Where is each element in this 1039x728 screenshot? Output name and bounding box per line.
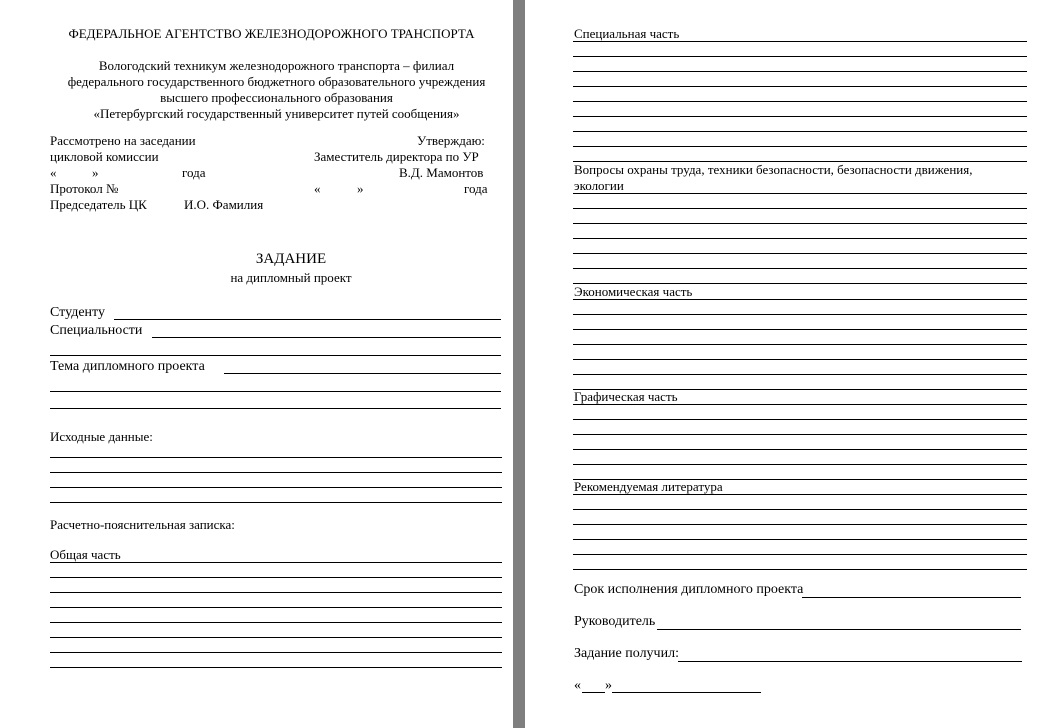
graphic-line-5[interactable] [573, 464, 1027, 465]
source-data-label: Исходные данные: [50, 429, 153, 444]
deadline-line[interactable] [802, 597, 1021, 598]
safety-line-2[interactable] [573, 208, 1027, 209]
approve-year: года [464, 181, 488, 196]
document-title: ЗАДАНИЕ [255, 251, 327, 267]
commission-quote-open: « [50, 165, 57, 180]
topic-label: Тема дипломного проекта [50, 359, 205, 374]
literature-line-4[interactable] [573, 539, 1027, 540]
safety-label-line-2: экологии [574, 178, 624, 193]
graphic-line-4[interactable] [573, 449, 1027, 450]
general-line-7[interactable] [50, 652, 502, 653]
right-page [525, 0, 1039, 728]
document-subtitle: на дипломный проект [230, 270, 352, 285]
economic-line-1[interactable] [573, 299, 1027, 300]
general-line-2[interactable] [50, 577, 502, 578]
economic-line-2[interactable] [573, 314, 1027, 315]
date-day-line[interactable] [582, 692, 605, 693]
topic-line-1[interactable] [224, 373, 501, 374]
institution-line-3: высшего профессионального образования [160, 90, 393, 105]
approve-quote-open: « [314, 181, 321, 196]
graphic-line-2[interactable] [573, 419, 1027, 420]
institution-line-4: «Петербургский государственный университет путей сообщения» [93, 106, 460, 121]
literature-line-1[interactable] [573, 494, 1027, 495]
general-line-8[interactable] [50, 667, 502, 668]
received-line[interactable] [678, 661, 1022, 662]
graphic-part-label: Графическая часть [574, 389, 678, 404]
general-line-3[interactable] [50, 592, 502, 593]
safety-line-4[interactable] [573, 238, 1027, 239]
special-line-6[interactable] [573, 116, 1027, 117]
source-line-4[interactable] [50, 502, 502, 503]
special-line-5[interactable] [573, 101, 1027, 102]
chairman-name: И.О. Фамилия [184, 197, 264, 212]
safety-line-3[interactable] [573, 223, 1027, 224]
special-line-4[interactable] [573, 86, 1027, 87]
received-label: Задание получил: [574, 646, 679, 661]
specialty-label: Специальности [50, 323, 143, 338]
economic-line-6[interactable] [573, 374, 1027, 375]
safety-line-6[interactable] [573, 268, 1027, 269]
source-line-1[interactable] [50, 457, 502, 458]
deputy-name: В.Д. Мамонтов [399, 165, 484, 180]
deputy-label: Заместитель директора по УР [314, 149, 479, 164]
left-page [0, 0, 513, 728]
specialty-line[interactable] [152, 337, 501, 338]
agency-heading: ФЕДЕРАЛЬНОЕ АГЕНТСТВО ЖЕЛЕЗНОДОРОЖНОГО ТРАНСПОРТА [68, 26, 475, 41]
topic-line-3[interactable] [50, 408, 501, 409]
literature-label: Рекомендуемая литература [574, 479, 723, 494]
approve-quote-close: » [357, 181, 364, 196]
commission-label: цикловой комиссии [50, 149, 159, 164]
student-label: Студенту [50, 305, 105, 320]
general-line-5[interactable] [50, 622, 502, 623]
source-line-3[interactable] [50, 487, 502, 488]
date-quote-open: « [574, 678, 581, 693]
safety-line-1[interactable] [573, 193, 1027, 194]
topic-line-2[interactable] [50, 391, 501, 392]
graphic-line-1[interactable] [573, 404, 1027, 405]
considered-label: Рассмотрено на заседании [50, 133, 196, 148]
date-quote-close: » [605, 678, 612, 693]
safety-label-line-1: Вопросы охраны труда, техники безопасности, безопасности движения, [574, 162, 973, 177]
supervisor-label: Руководитель [574, 614, 656, 629]
special-line-8[interactable] [573, 146, 1027, 147]
special-line-3[interactable] [573, 71, 1027, 72]
deadline-label: Срок исполнения дипломного проекта [574, 582, 804, 597]
safety-line-5[interactable] [573, 253, 1027, 254]
literature-line-5[interactable] [573, 554, 1027, 555]
special-line-7[interactable] [573, 131, 1027, 132]
note-label: Расчетно-пояснительная записка: [50, 517, 235, 532]
chairman-label: Председатель ЦК [50, 197, 147, 212]
economic-part-label: Экономическая часть [574, 284, 693, 299]
commission-quote-close: » [92, 165, 99, 180]
date-month-line[interactable] [612, 692, 761, 693]
general-line-4[interactable] [50, 607, 502, 608]
specialty-line-2[interactable] [50, 355, 501, 356]
supervisor-line[interactable] [657, 629, 1021, 630]
special-line-1[interactable] [573, 41, 1027, 42]
institution-line-1: Вологодский техникум железнодорожного транспорта – филиал [98, 58, 455, 73]
graphic-line-3[interactable] [573, 434, 1027, 435]
economic-line-4[interactable] [573, 344, 1027, 345]
protocol-label: Протокол № [50, 181, 119, 196]
economic-line-3[interactable] [573, 329, 1027, 330]
economic-line-5[interactable] [573, 359, 1027, 360]
commission-year: года [182, 165, 206, 180]
literature-line-6[interactable] [573, 569, 1027, 570]
special-part-label: Специальная часть [574, 26, 680, 41]
general-line-1[interactable] [50, 562, 502, 563]
general-line-6[interactable] [50, 637, 502, 638]
approve-label: Утверждаю: [417, 133, 485, 148]
special-line-2[interactable] [573, 56, 1027, 57]
source-line-2[interactable] [50, 472, 502, 473]
literature-line-2[interactable] [573, 509, 1027, 510]
general-part-label: Общая часть [50, 547, 121, 562]
literature-line-3[interactable] [573, 524, 1027, 525]
student-line[interactable] [114, 319, 501, 320]
institution-line-2: федерального государственного бюджетного образовательного учреждения [67, 74, 486, 89]
